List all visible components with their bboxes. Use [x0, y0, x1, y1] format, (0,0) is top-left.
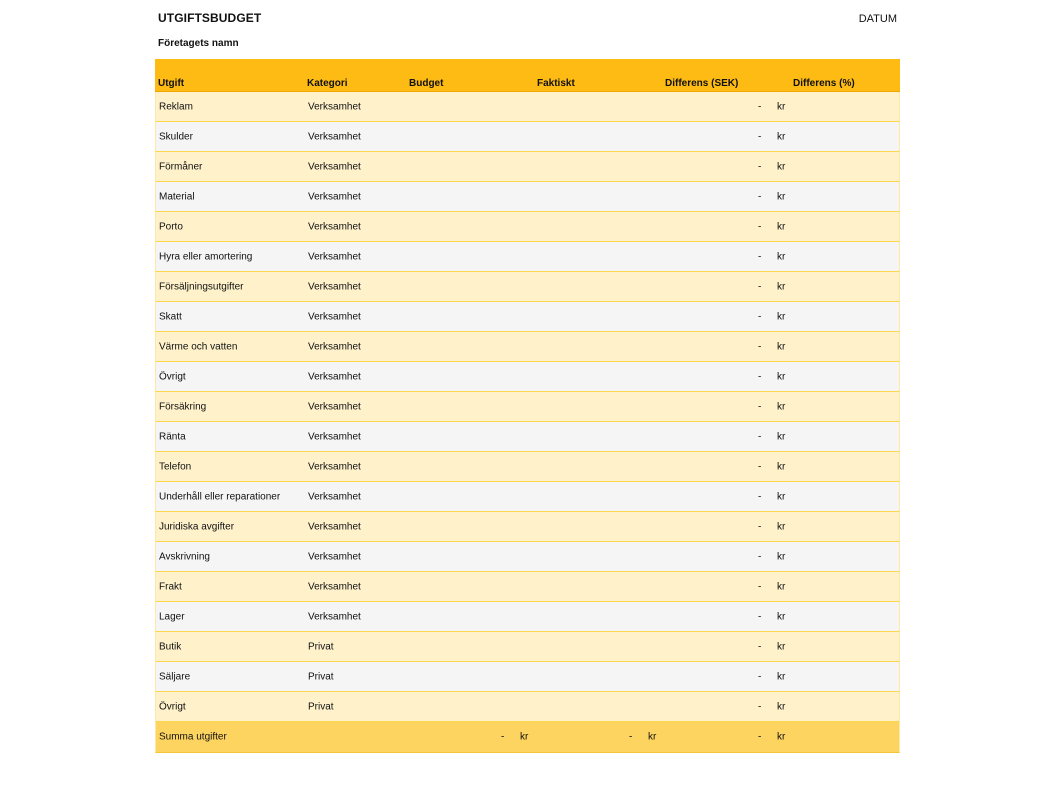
expense-cell: Säljare: [159, 671, 191, 682]
category-cell: Verksamhet: [308, 581, 361, 592]
table-row[interactable]: [155, 482, 900, 512]
diff-currency-cell: kr: [777, 431, 786, 442]
diff-dash-cell: -: [758, 221, 762, 232]
diff-dash-cell: -: [758, 161, 762, 172]
table-row[interactable]: [155, 92, 900, 122]
diff-dash-cell: -: [758, 281, 762, 292]
category-cell: Verksamhet: [308, 551, 361, 562]
table-row[interactable]: [155, 362, 900, 392]
total-label: Summa utgifter: [159, 731, 227, 743]
table-row[interactable]: [155, 272, 900, 302]
total-actual-dash: -: [629, 731, 633, 743]
expense-cell: Förmåner: [159, 161, 203, 172]
table-row[interactable]: [155, 182, 900, 212]
diff-dash-cell: -: [758, 461, 762, 472]
expense-cell: Juridiska avgifter: [159, 521, 235, 532]
header-actual[interactable]: Faktiskt: [537, 78, 575, 89]
table-row[interactable]: [155, 422, 900, 452]
category-cell: Verksamhet: [308, 191, 361, 202]
diff-currency-cell: kr: [777, 281, 786, 292]
diff-dash-cell: -: [758, 401, 762, 412]
budget-table: [155, 59, 900, 753]
diff-dash-cell: -: [758, 341, 762, 352]
expense-cell: Skulder: [159, 131, 193, 142]
diff-dash-cell: -: [758, 521, 762, 532]
diff-currency-cell: kr: [777, 581, 786, 592]
total-diff-dash: -: [758, 731, 762, 743]
company-name[interactable]: Företagets namn: [158, 38, 239, 49]
expense-cell: Skatt: [159, 311, 182, 322]
diff-dash-cell: -: [758, 671, 762, 682]
category-cell: Privat: [308, 641, 334, 652]
diff-dash-cell: -: [758, 641, 762, 652]
category-cell: Verksamhet: [308, 341, 361, 352]
expense-cell: Hyra eller amortering: [159, 251, 253, 262]
total-budget-dash: -: [501, 731, 505, 743]
diff-dash-cell: -: [758, 551, 762, 562]
diff-currency-cell: kr: [777, 401, 786, 412]
expense-cell: Butik: [159, 641, 182, 652]
expense-cell: Frakt: [159, 581, 182, 592]
diff-dash-cell: -: [758, 371, 762, 382]
diff-dash-cell: -: [758, 191, 762, 202]
table-row[interactable]: [155, 632, 900, 662]
diff-currency-cell: kr: [777, 131, 786, 142]
table-row[interactable]: [155, 152, 900, 182]
header-expense[interactable]: Utgift: [158, 78, 185, 89]
expense-cell: Reklam: [159, 101, 193, 112]
diff-currency-cell: kr: [777, 671, 786, 682]
category-cell: Verksamhet: [308, 221, 361, 232]
total-row[interactable]: [155, 722, 900, 753]
diff-currency-cell: kr: [777, 341, 786, 352]
expense-cell: Övrigt: [159, 701, 186, 712]
expense-cell: Lager: [159, 611, 185, 622]
expense-cell: Värme och vatten: [159, 341, 238, 352]
table-row[interactable]: [155, 332, 900, 362]
category-cell: Verksamhet: [308, 521, 361, 532]
diff-currency-cell: kr: [777, 191, 786, 202]
category-cell: Verksamhet: [308, 401, 361, 412]
diff-currency-cell: kr: [777, 221, 786, 232]
category-cell: Verksamhet: [308, 371, 361, 382]
table-row[interactable]: [155, 572, 900, 602]
diff-currency-cell: kr: [777, 161, 786, 172]
total-actual-currency: kr: [648, 731, 657, 743]
diff-currency-cell: kr: [777, 311, 786, 322]
table-row[interactable]: [155, 662, 900, 692]
table-row[interactable]: [155, 542, 900, 572]
diff-currency-cell: kr: [777, 611, 786, 622]
table-row[interactable]: [155, 302, 900, 332]
category-cell: Verksamhet: [308, 461, 361, 472]
diff-dash-cell: -: [758, 251, 762, 262]
header-category[interactable]: Kategori: [307, 78, 348, 89]
category-cell: Verksamhet: [308, 311, 361, 322]
expense-cell: Material: [159, 191, 195, 202]
table-row[interactable]: [155, 452, 900, 482]
diff-currency-cell: kr: [777, 551, 786, 562]
date-label[interactable]: DATUM: [858, 13, 897, 25]
expense-cell: Avskrivning: [159, 551, 210, 562]
diff-dash-cell: -: [758, 491, 762, 502]
table-row[interactable]: [155, 512, 900, 542]
diff-currency-cell: kr: [777, 641, 786, 652]
expense-cell: Porto: [159, 221, 183, 232]
header-budget[interactable]: Budget: [409, 78, 444, 89]
category-cell: Privat: [308, 671, 334, 682]
expense-cell: Underhåll eller reparationer: [159, 491, 281, 502]
header-diff-pct[interactable]: Differens (%): [793, 78, 855, 89]
table-row[interactable]: [155, 242, 900, 272]
table-row[interactable]: [155, 392, 900, 422]
category-cell: Verksamhet: [308, 101, 361, 112]
expense-cell: Telefon: [159, 461, 192, 472]
diff-dash-cell: -: [758, 101, 762, 112]
table-row[interactable]: [155, 602, 900, 632]
sheet-title: UTGIFTSBUDGET: [158, 11, 262, 25]
diff-currency-cell: kr: [777, 101, 786, 112]
table-row[interactable]: [155, 692, 900, 722]
diff-currency-cell: kr: [777, 251, 786, 262]
diff-currency-cell: kr: [777, 701, 786, 712]
header-band: [155, 59, 900, 74]
diff-currency-cell: kr: [777, 521, 786, 532]
diff-dash-cell: -: [758, 581, 762, 592]
diff-currency-cell: kr: [777, 371, 786, 382]
expense-cell: Övrigt: [159, 371, 186, 382]
diff-dash-cell: -: [758, 701, 762, 712]
expense-cell: Försäljningsutgifter: [159, 281, 244, 292]
category-cell: Verksamhet: [308, 491, 361, 502]
table-header: [155, 74, 900, 92]
category-cell: Verksamhet: [308, 131, 361, 142]
diff-dash-cell: -: [758, 431, 762, 442]
category-cell: Privat: [308, 701, 334, 712]
category-cell: Verksamhet: [308, 251, 361, 262]
expense-cell: Försäkring: [159, 401, 207, 412]
diff-dash-cell: -: [758, 131, 762, 142]
total-diff-currency: kr: [777, 731, 786, 743]
diff-dash-cell: -: [758, 311, 762, 322]
table-body: [155, 92, 900, 722]
category-cell: Verksamhet: [308, 281, 361, 292]
category-cell: Verksamhet: [308, 431, 361, 442]
category-cell: Verksamhet: [308, 611, 361, 622]
table-row[interactable]: [155, 212, 900, 242]
diff-dash-cell: -: [758, 611, 762, 622]
header-diff-sek[interactable]: Differens (SEK): [665, 78, 739, 89]
table-row[interactable]: [155, 122, 900, 152]
expense-cell: Ränta: [159, 431, 186, 442]
diff-currency-cell: kr: [777, 491, 786, 502]
diff-currency-cell: kr: [777, 461, 786, 472]
total-budget-currency: kr: [520, 731, 529, 743]
category-cell: Verksamhet: [308, 161, 361, 172]
